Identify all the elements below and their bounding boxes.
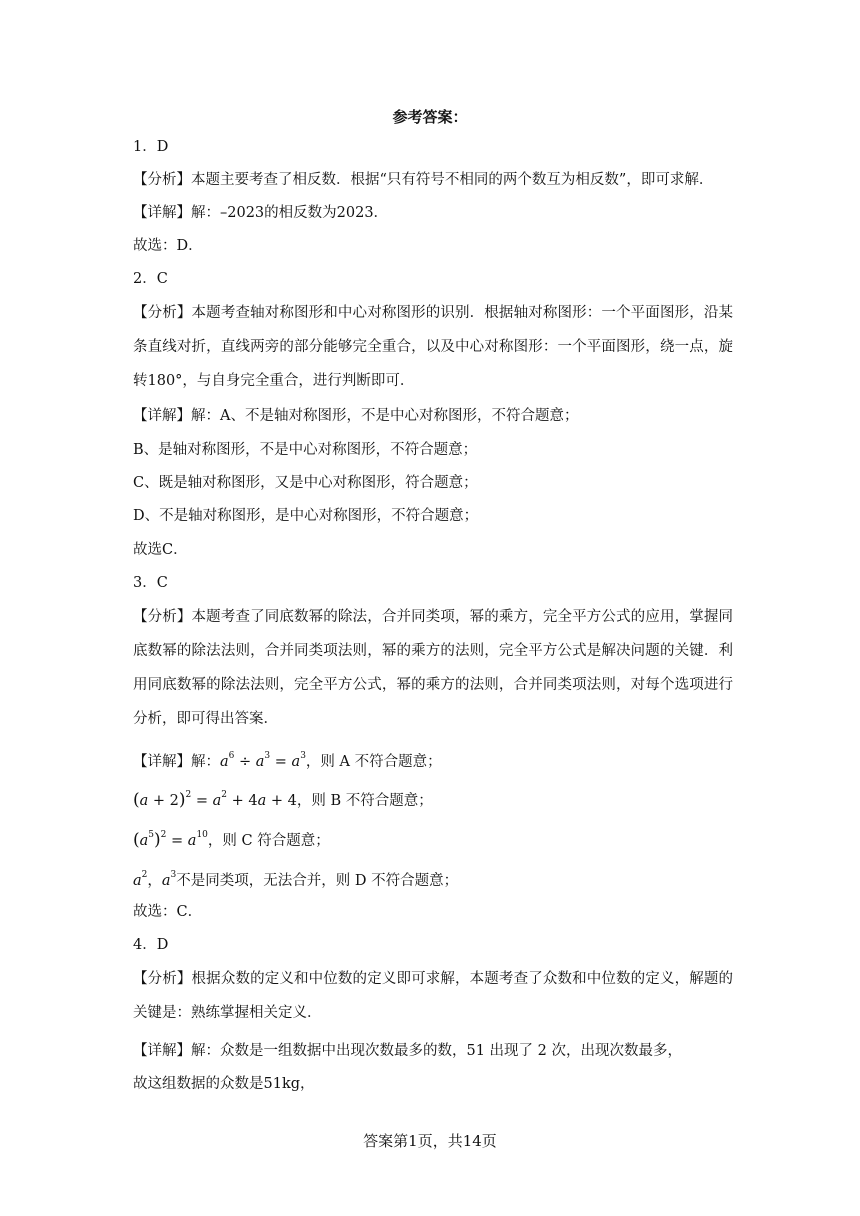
page-footer: 答案第1页，共14页: [363, 1132, 497, 1150]
q2-detail-b: B、是轴对称图形，不是中心对称图形，不符合题意；: [133, 442, 478, 458]
q3-detail-d: [133, 865, 733, 891]
q3-detail-b-text: ，则 B 不符合题意；: [296, 793, 433, 809]
q3-choice: 故选：C．: [133, 904, 203, 920]
formula-c: $(a^5)^2 = a^{10}$: [133, 830, 208, 850]
q1-analysis: 【分析】本题主要考查了相反数．根据“只有符号不相同的两个数互为相反数”，即可求解．: [133, 172, 714, 188]
q3-detail-b: [133, 785, 733, 811]
q3-detail-c-text: ，则 C 符合题意；: [207, 833, 330, 849]
q3-analysis: 【分析】本题考查了同底数幂的除法，合并同类项，幂的乘方，完全平方公式的应用，掌握同底数幂的除法法则，合并同类项法则，幂的乘方的法则，完全平方公式是解决问题的关键．利用同底数幂的除法法则，完全平方公式，幂的乘方的法则，合并同类项法则，对每个选项进行分析，即可得出答案．: [133, 609, 733, 727]
q3-detail-a: [133, 746, 733, 772]
q2-analysis: 【分析】本题考查轴对称图形和中心对称图形的识别．根据轴对称图形：一个平面图形，沿某条直线对折，直线两旁的部分能够完全重合，以及中心对称图形：一个平面图形，绕一点，旋转180°，与自身完全重合，进行判断即可．: [133, 305, 733, 389]
q4-conclusion: 故这组数据的众数是51kg，: [133, 1076, 315, 1092]
q4-analysis: 【分析】根据众数的定义和中位数的定义即可求解，本题考查了众数和中位数的定义，解题的关键是：熟练掌握相关定义．: [133, 971, 733, 1021]
page-title: 参考答案：: [392, 108, 468, 126]
q3-detail-a-text: ，则 A 不符合题意；: [305, 754, 442, 770]
q1-detail: 【详解】解：–2023的相反数为2023．: [133, 205, 389, 221]
q2-number: 2．C: [133, 271, 168, 287]
q2-detail-c: C、既是轴对称图形，又是中心对称图形，符合题意；: [133, 475, 478, 491]
q2-choice: 故选C．: [133, 542, 188, 558]
q4-number: 4．D: [133, 937, 169, 953]
formula-d1: $a^2$: [133, 870, 148, 889]
formula-b: $(a + 2)^2 = a^2 + 4a + 4$: [133, 790, 297, 810]
q2-detail-d: D、不是轴对称图形，是中心对称图形，不符合题意；: [133, 508, 479, 524]
q3-detail-d-sep: ，: [147, 873, 162, 889]
q3-detail-prefix: 【详解】解：: [133, 754, 220, 770]
formula-a: $a^6 \div a^3 = a^3$: [220, 751, 306, 770]
q3-detail-c: [133, 825, 733, 851]
q4-detail: 【详解】解：众数是一组数据中出现次数最多的数，51 出现了 2 次，出现次数最多，: [133, 1043, 683, 1059]
q1-number: 1．D: [133, 139, 169, 155]
q1-choice: 故选：D．: [133, 238, 203, 254]
q3-detail-d-text: 不是同类项，无法合并，则 D 不符合题意；: [176, 873, 459, 889]
q2-detail-a: 【详解】解：A、不是轴对称图形，不是中心对称图形，不符合题意；: [133, 408, 579, 424]
q3-number: 3．C: [133, 575, 168, 591]
formula-d2: $a^3$: [161, 870, 177, 889]
